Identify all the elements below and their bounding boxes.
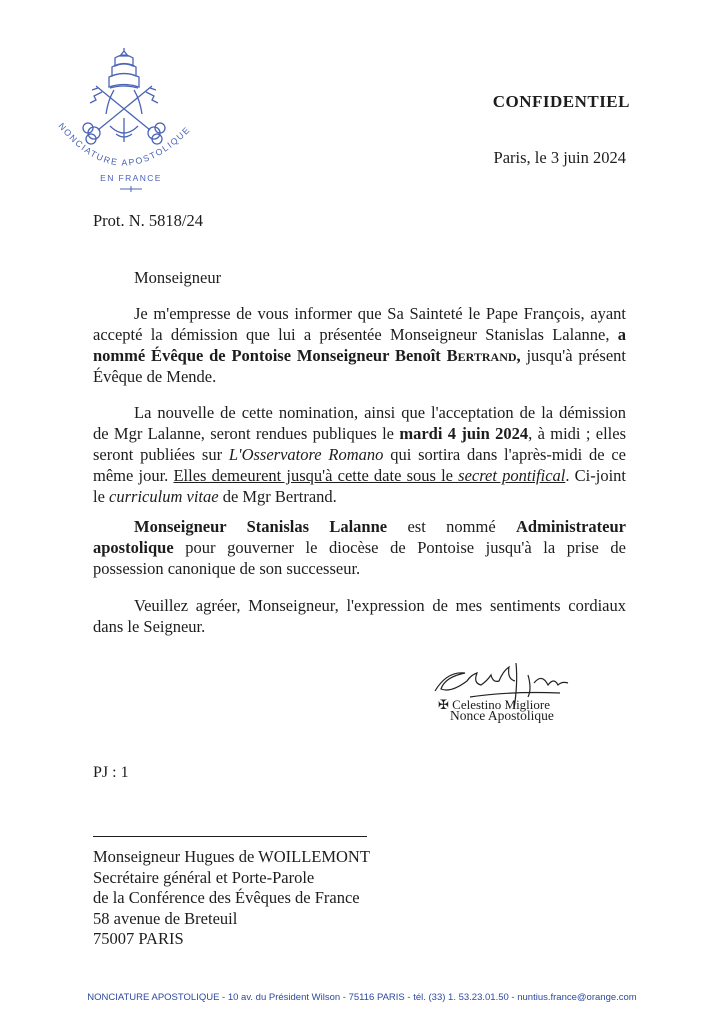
text-segment: , à midi ; elles seront publiées sur bbox=[93, 424, 626, 464]
confidential-label: CONFIDENTIEL bbox=[492, 92, 630, 111]
curriculum-vitae: curriculum vitae bbox=[109, 487, 219, 506]
attachment-note: PJ : 1 bbox=[93, 764, 129, 781]
recipient-address bbox=[93, 847, 370, 950]
nunciature-name: NONCIATURE APOSTOLIQUE bbox=[56, 120, 193, 168]
recipient-line: 75007 PARIS bbox=[93, 929, 184, 948]
salutation: Monseigneur bbox=[134, 268, 222, 287]
signatory-name-text: Celestino Migliore bbox=[452, 697, 551, 712]
nunciature-emblem bbox=[50, 48, 212, 198]
recipient-line: Monseigneur Hugues de WOILLEMONT bbox=[93, 847, 370, 866]
text-segment: . Ci-joint le bbox=[93, 466, 627, 506]
paragraph-announcement bbox=[93, 303, 626, 387]
text-segment: jusqu'à présent Évêque de Mende. bbox=[93, 346, 626, 386]
footer-contact: NONCIATURE APOSTOLIQUE - 10 av. du Président Wilson - 75116 PARIS - tél. (33) 1. 53.23.01.50 - nuntius.france@orange.com bbox=[87, 992, 637, 1003]
paragraph-publication bbox=[93, 402, 626, 507]
bold-name: Monseigneur Stanislas Lalanne bbox=[134, 517, 388, 536]
papal-keys-icon bbox=[50, 48, 212, 198]
text-segment: qui sortira dans l'après-midi de ce même jour. bbox=[93, 445, 626, 485]
recipient-line: Secrétaire général et Porte-Parole bbox=[93, 867, 315, 887]
text-segment: Veuillez agréer, Monseigneur, l'expression de mes sentiments cordiaux dans le Seigneur. bbox=[93, 596, 626, 636]
separator-line bbox=[93, 836, 367, 837]
nunciature-country: EN FRANCE bbox=[100, 173, 162, 183]
bold-date: mardi 4 juin 2024 bbox=[399, 424, 529, 443]
text-segment: pour gouverner le diocèse de Pontoise jusqu'à la prise de possession canonique de son successeur. bbox=[93, 538, 626, 578]
underlined-secret-notice: Elles demeurent jusqu'à cette date sous le bbox=[173, 466, 459, 485]
paragraph-closing bbox=[93, 595, 626, 637]
text-segment: de Mgr Bertrand. bbox=[218, 487, 337, 506]
text-segment: Je m'empresse de vous informer que Sa Sainteté le Pape François, ayant accepté la démission que lui a présentée Monseigneur Stanislas Lalanne, bbox=[93, 304, 626, 344]
letter-date: Paris, le 3 juin 2024 bbox=[493, 148, 626, 167]
recipient-line: 58 avenue de Breteuil bbox=[93, 908, 238, 928]
recipient-line: de la Conférence des Évêques de France bbox=[93, 888, 360, 907]
bold-appointment: a nommé Évêque de Pontoise Monseigneur Benoît Bertrand, bbox=[93, 325, 626, 365]
newspaper-title: L'Osservatore Romano bbox=[228, 445, 384, 464]
protocol-number: Prot. N. 5818/24 bbox=[93, 211, 204, 230]
cross-icon: ✠ bbox=[438, 697, 449, 712]
signatory-title: Nonce Apostolique bbox=[450, 708, 554, 723]
text-segment: La nouvelle de cette nomination, ainsi que l'acceptation de la démission de Mgr Lalanne, seront rendues publiques le bbox=[93, 403, 626, 443]
bold-role: Administrateur apostolique bbox=[93, 517, 627, 557]
paragraph-administrator bbox=[93, 516, 626, 579]
underlined-secret-pontifical: secret pontifical bbox=[458, 466, 566, 485]
text-segment: est nommé bbox=[387, 517, 517, 536]
